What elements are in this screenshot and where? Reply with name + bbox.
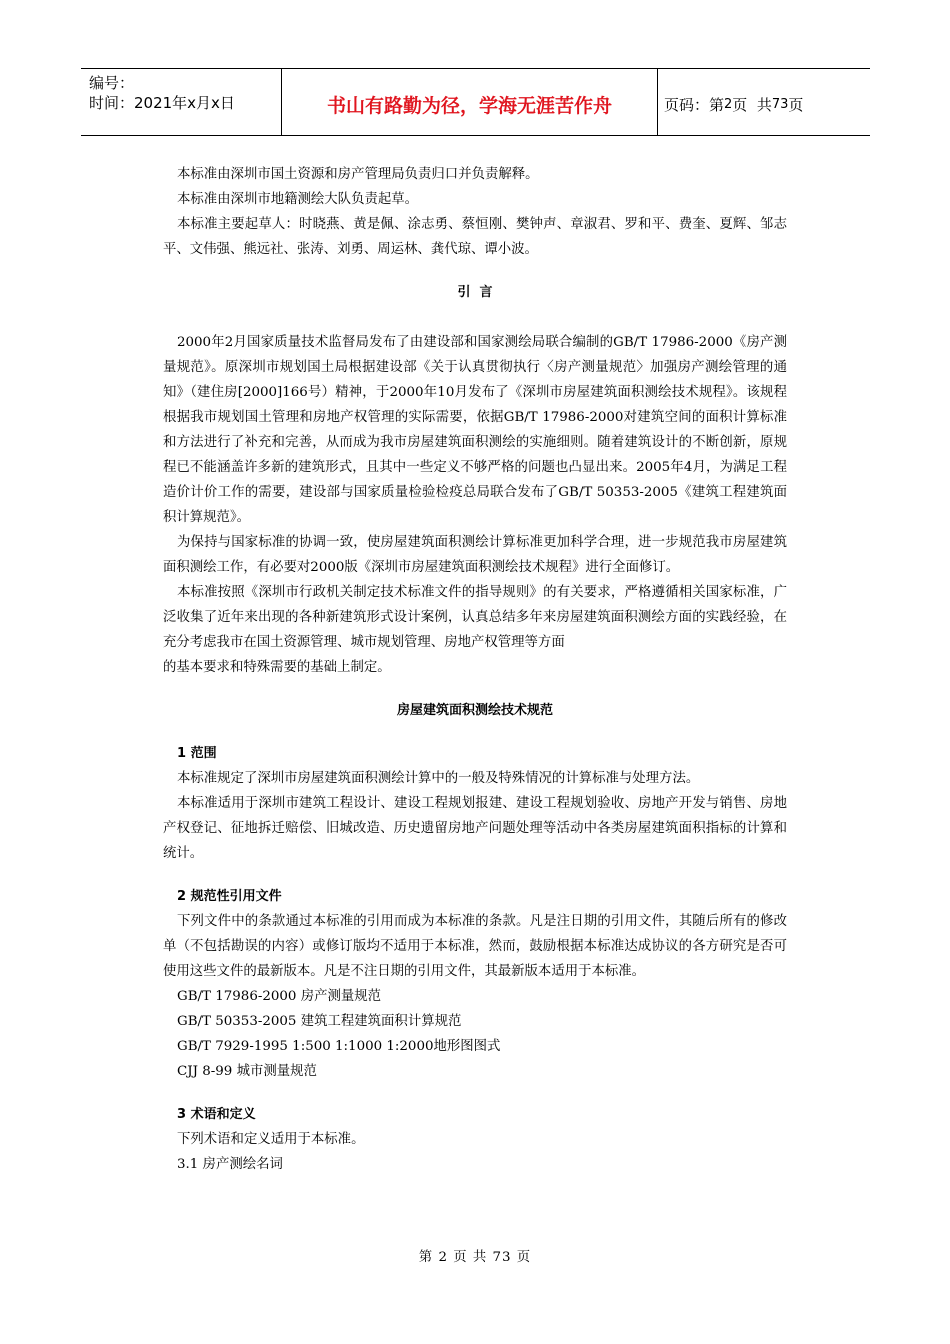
page-header [81,68,870,136]
reference-item: GB/T 50353-2005 建筑工程建筑面积计算规范 [177,1014,462,1029]
page-suffix: 页 [788,95,804,114]
page-prefix: 页码：第 [664,95,725,114]
section-paragraph: 下列文件中的条款通过本标准的引用而成为本标准的条款。凡是注日期的引用文件，其随后所有的修改单（不包括勘误的内容）或修订版均不适用于本标准，然而，鼓励根据本标准达成协议的各方研究是否可使用这些文件的最新版本。凡是不注日期的引用文件，其最新版本适用于本标准。 [163,914,787,979]
document-title: 房屋建筑面积测绘技术规范 [396,703,553,718]
preface-paragraph: 为保持与国家标准的协调一致，使房屋建筑面积测绘计算标准更加科学合理，进一步规范我市房屋建筑面积测绘工作，有必要对2000版《深圳市房屋建筑面积测绘技术规程》进行全面修订。 [163,535,787,575]
header-motto: 书山有路勤为径，学海无涯苦作舟 [282,69,658,135]
document-body [163,162,787,1177]
section-paragraph: 下列术语和定义适用于本标准。 [177,1132,365,1147]
section-paragraph: 本标准适用于深圳市建筑工程设计、建设工程规划报建、建设工程规划验收、房地产开发与销售、房地产权登记、征地拆迁赔偿、旧城改造、历史遗留房地产问题处理等活动中各类房屋建筑面积指标的计算和统计。 [163,796,787,861]
preface-paragraph: 本标准按照《深圳市行政机关制定技术标准文件的指导规则》的有关要求，严格遵循相关国家标准，广泛收集了近年来出现的各种新建筑形式设计案例，认真总结多年来房屋建筑面积测绘方面的实践经验，在充分考虑我市在国土资源管理、城市规划管理、房地产权管理等方面 [163,585,787,650]
section-paragraph: 本标准规定了深圳市房屋建筑面积测绘计算中的一般及特殊情况的计算标准与处理方法。 [177,771,700,786]
page-number: 2 [724,96,733,112]
code-label: 编号： [89,74,135,92]
section-paragraph: 3.1 房产测绘名词 [177,1157,283,1172]
intro-paragraph: 本标准由深圳市地籍测绘大队负责起草。 [177,192,419,207]
section-title-terms: 3 术语和定义 [177,1107,256,1122]
reference-item: GB/T 17986-2000 房产测量规范 [177,989,382,1004]
preface-last-line: 的基本要求和特殊需要的基础上制定。 [163,660,391,675]
preface-paragraph: 2000年2月国家质量技术监督局发布了由建设部和国家测绘局联合编制的GB/T 17986-2000《房产测量规范》。原深圳市规划国土局根据建设部《关于认真贯彻执行〈房产测量规范〉加强房产测绘管理的通知》（建住房[2000]166号）精神，于2000年10月发布了《深圳市房屋建筑面积测绘技术规程》。该规程根据我市规划国土管理和房地产权管理的实际需要，依据GB/T 17986-2000对建筑空间的面积计算标准和方法进行了补充和完善，从而成为我市房屋建筑面积测绘的实施细则。随着建筑设计的不断创新，原规程已不能涵盖许多新的建筑形式，且其中一些定义不够严格的问题也凸显出来。2005年4月，为满足工程造价计价工作的需要，建设部与国家质量检验检疫总局联合发布了GB/T 50353-2005《建筑工程建筑面积计算规范》。 [163,335,787,525]
header-meta [81,69,282,135]
page-total: 73 [771,96,789,112]
intro-paragraph: 本标准由深圳市国土资源和房产管理局负责归口并负责解释。 [177,167,539,182]
reference-item: GB/T 7929-1995 1:500 1:1000 1:2000地形图图式 [177,1039,501,1054]
section-title-references: 2 规范性引用文件 [177,889,282,904]
time-label: 时间：2021年x月x日 [89,94,235,112]
header-page-info [658,69,870,135]
preface-title: 引 言 [457,285,493,300]
page-footer: 第 2 页 共 73 页 [418,1250,532,1265]
reference-item: CJJ 8-99 城市测量规范 [177,1064,317,1079]
page-mid: 页 共 [732,95,772,114]
intro-paragraph: 本标准主要起草人：时晓燕、黄是佩、涂志勇、蔡恒刚、樊钟声、章淑君、罗和平、费奎、夏辉、邹志平、文伟强、熊远社、张涛、刘勇、周运林、龚代琼、谭小波。 [163,217,787,257]
section-title-scope: 1 范围 [177,746,217,761]
